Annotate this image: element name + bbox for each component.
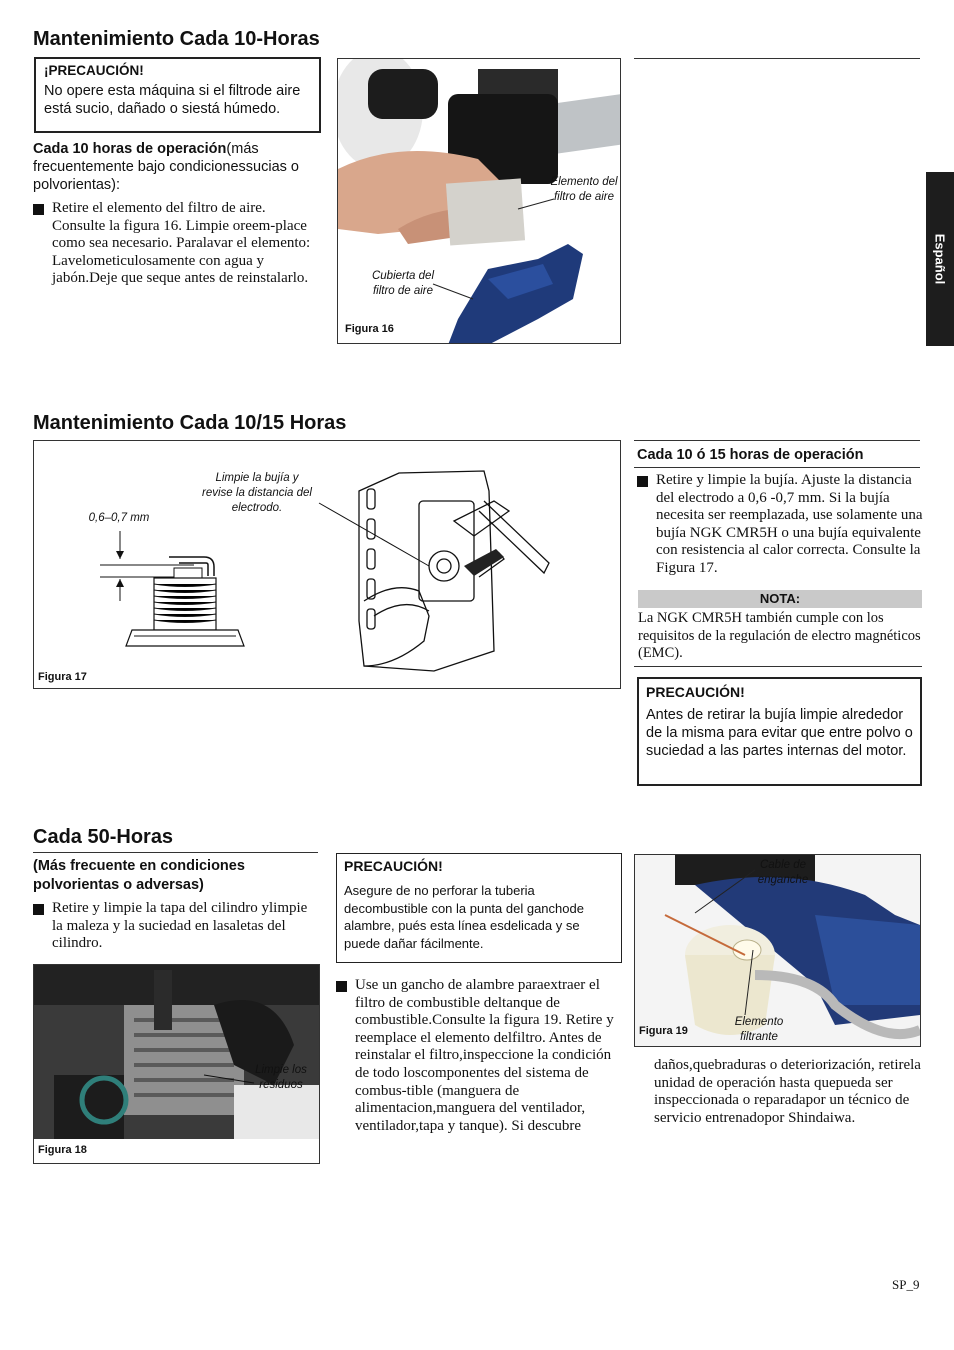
figure-19-label: Figura 19	[639, 1025, 688, 1037]
bullet-marker	[33, 904, 44, 915]
callout-gap: 0,6–0,7 mm	[88, 512, 150, 524]
bullet-spark-plug	[637, 472, 923, 578]
cylinder-photo	[34, 965, 319, 1139]
intro-bold: Cada 10 horas de operación	[33, 141, 227, 157]
bullet-text: Use un gancho de alambre paraextraer el filtro de combustible deltanque de combustible.Consulte la figura 19. Retire y reemplace el elemento delfiltro. Antes de reinstalar el filtro,inspeccione la condición de todo loscomponentes del sistema de combus-tible (manguera de alimentacion,manguera del ventilador, ventilador,tapa y tanque). Si descubre	[355, 977, 614, 1134]
bullet-marker	[637, 476, 648, 487]
figure-19	[634, 854, 921, 1047]
bullet-air-filter	[33, 200, 318, 288]
bullet-text: Retire y limpie la tapa del cilindro ylimpie la maleza y la suciedad en lasaletas del cilindro.	[52, 900, 308, 952]
figure-18	[33, 964, 320, 1164]
caution-title: ¡PRECAUCIÓN!	[44, 63, 144, 78]
intro-rest: (más frecuentemente bajo condicionessucias o polvorientas):	[33, 141, 299, 193]
language-side-tab	[926, 172, 954, 346]
sub-title-50h: (Más frecuente en condiciones polvorientas o adversas)	[33, 858, 245, 893]
note-text: La NGK CMR5H también cumple con los requisitos de la regulación de electro magnéticos (EMC).	[638, 610, 921, 662]
figure-16-label: Figura 16	[345, 323, 394, 335]
figure-16	[337, 58, 621, 344]
section-title-10-15h: Mantenimiento Cada 10/15 Horas	[33, 412, 347, 434]
caution-text: Asegure de no perforar la tuberia decombustible con la punta del ganchode alambre, pués esta línea esdelicada y se puede dañar fácilmente.	[344, 883, 584, 951]
bullet-text: Retire el elemento del filtro de aire. Consulte la figura 16. Limpie oreem-place como sea necesario. Paralavar el elemento: Lavelometiculosamente con agua y jabón.Deje que seque antes de reinstalarlo.	[52, 200, 311, 287]
note-header-bar	[638, 590, 922, 608]
intro-10h	[33, 140, 323, 194]
section-title-50h: Cada 50-Horas	[33, 826, 174, 848]
caution-title: PRECAUCIÓN!	[344, 858, 443, 874]
figure-17-label: Figura 17	[38, 671, 87, 683]
bullet-marker	[336, 981, 347, 992]
divider-note	[634, 666, 922, 667]
spark-plug-diagram	[34, 441, 621, 689]
caution-box-fuel-line	[336, 853, 622, 963]
caution-box-air-filter	[34, 57, 321, 133]
bullet-marker	[33, 204, 44, 215]
divider-10-15-sub	[634, 467, 920, 468]
callout-filter-element: Elemento filtrante	[734, 1016, 784, 1043]
callout-filter-cover: Cubierta del filtro de aire	[371, 270, 434, 297]
bullet-cylinder	[33, 900, 318, 953]
divider-top-right	[634, 58, 920, 59]
note-title: NOTA:	[759, 591, 801, 606]
caution-text: Antes de retirar la bujía limpie alrededor de la misma para evitar que entre polvo o suciedad a las partes internas del motor.	[646, 707, 913, 759]
bullet-text: Retire y limpie la bujía. Ajuste la distancia del electrodo a 0,6 -0,7 mm. Si la bujía necesita ser reemplazada, use solamente una bujía NGK CMR5H o una bujía equivalente con resistencia al calor correcta. Consulte la Figura 17.	[656, 472, 923, 576]
callout-clean-debris: Limpie los residuos	[255, 1064, 307, 1091]
caution-box-spark-plug	[637, 677, 922, 786]
section-title-10h: Mantenimiento Cada 10-Horas	[33, 28, 320, 50]
caution-text: No opere esta máquina si el filtrode aire está sucio, dañado o siestá húmedo.	[44, 83, 301, 117]
figure-18-label: Figura 18	[38, 1144, 87, 1156]
side-tab-label: Español	[932, 233, 948, 285]
page-number: SP_9	[892, 1277, 920, 1292]
divider-10-15	[634, 440, 920, 441]
caution-title: PRECAUCIÓN!	[646, 684, 745, 700]
callout-filter-element: Elemento del filtro de aire	[550, 176, 618, 203]
figure-17	[33, 440, 621, 689]
callout-clean-plug: Limpie la bujía y revise la distancia del electrodo.	[202, 472, 312, 514]
divider-50h	[33, 852, 318, 853]
sub-title-10-15: Cada 10 ó 15 horas de operación	[637, 447, 864, 463]
bullet-fuel-filter	[336, 977, 622, 1135]
callout-hook-wire: Cable de enganche	[757, 859, 809, 886]
continued-text: daños,quebraduras o deteriorización, retirela unidad de operación hasta quepueda ser inspeccionada o reparadapor un técnico de servicio entrenadopor Shindaiwa.	[654, 1057, 921, 1126]
